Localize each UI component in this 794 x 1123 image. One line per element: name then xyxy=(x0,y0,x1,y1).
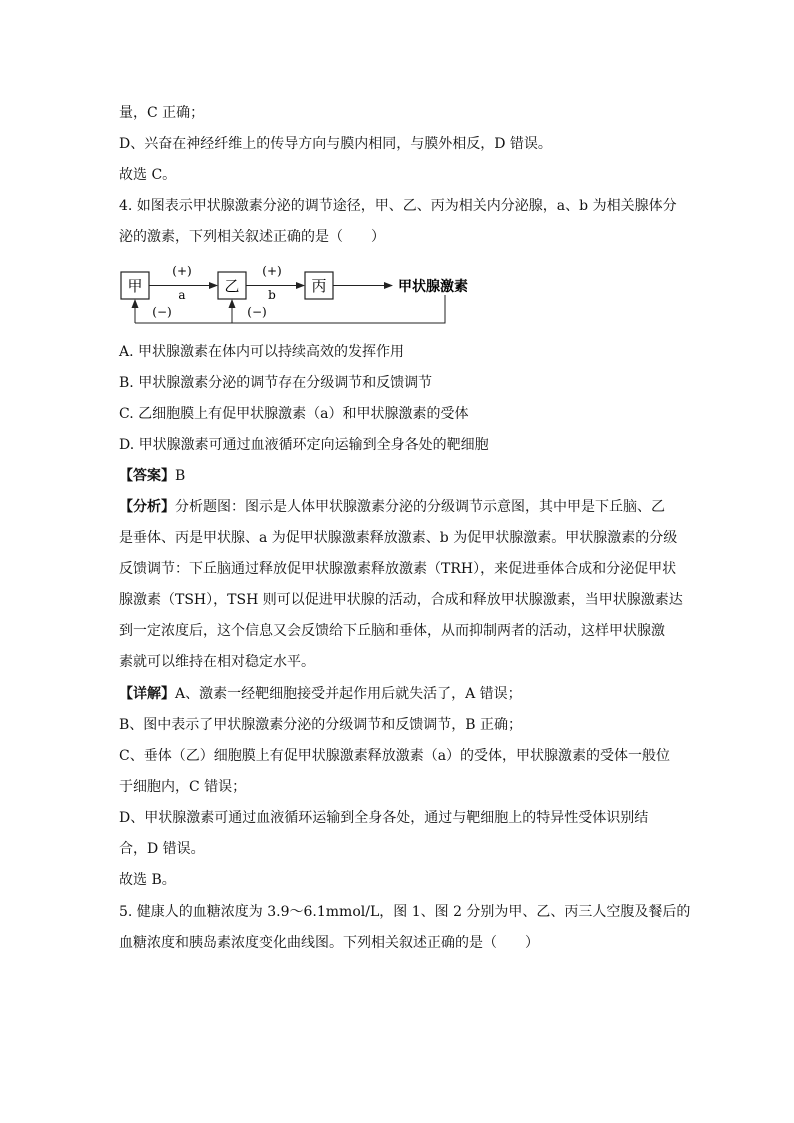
answer-line xyxy=(119,466,185,486)
option-d: D. 甲状腺激素可通过血液循环定向运输到全身各处的靶细胞 xyxy=(119,437,489,453)
analysis-line: 到一定浓度后，这个信息又会反馈给下丘脑和垂体，从而抑制两者的活动，这样甲状腺激 xyxy=(119,623,665,639)
label-minus-2: (−) xyxy=(247,305,267,319)
box-bing-label: 丙 xyxy=(311,277,327,295)
question-4-stem: 4. 如图表示甲状腺激素分泌的调节途径，甲、乙、丙为相关内分泌腺，a、b 为相关腺体分 xyxy=(119,198,677,214)
detail-line: C、垂体（乙）细胞膜上有促甲状腺激素释放激素（a）的受体，甲状腺激素的受体一般位 xyxy=(119,748,671,764)
detail-line: B、图中表示了甲状腺激素分泌的分级调节和反馈调节，B 正确； xyxy=(119,717,523,733)
text-line: 量，C 正确； xyxy=(119,105,205,121)
label-plus-1: (+) xyxy=(172,264,192,278)
detail-line: 故选 B。 xyxy=(119,872,176,888)
detail-line: D、甲状腺激素可通过血液循环运输到全身各处，通过与靶细胞上的特异性受体识别结 xyxy=(119,810,649,826)
thyroid-regulation-diagram xyxy=(116,262,486,328)
analysis-line: 是垂体、丙是甲状腺、a 为促甲状腺激素释放激素、b 为促甲状腺激素。甲状腺激素的分级 xyxy=(119,530,678,546)
analysis-text: 分析题图：图示是人体甲状腺激素分泌的分级调节示意图，其中甲是下丘脑、乙 xyxy=(175,499,665,515)
option-c: C. 乙细胞膜上有促甲状腺激素（a）和甲状腺激素的受体 xyxy=(119,406,469,422)
label-hormone-a: a xyxy=(178,288,186,302)
box-jia-label: 甲 xyxy=(127,277,143,295)
answer-tag: 【答案】 xyxy=(119,468,175,484)
detail-line: 于细胞内，C 错误； xyxy=(119,779,247,795)
detail-line: 合，D 错误。 xyxy=(119,841,205,857)
label-plus-2: (+) xyxy=(262,264,282,278)
analysis-line: 腺激素（TSH），TSH 则可以促进甲状腺的活动，合成和释放甲状腺激素，当甲状腺激素达 xyxy=(119,592,683,608)
label-product: 甲状腺激素 xyxy=(398,279,468,295)
answer-value: B xyxy=(175,468,186,484)
option-b: B. 甲状腺激素分泌的调节存在分级调节和反馈调节 xyxy=(119,375,433,391)
detail-line xyxy=(119,684,522,704)
analysis-line: 反馈调节：下丘脑通过释放促甲状腺激素释放激素（TRH），来促进垂体合成和分泌促甲状 xyxy=(119,561,677,577)
analysis-line: 素就可以维持在相对稳定水平。 xyxy=(119,654,315,670)
text-line: 故选 C。 xyxy=(119,167,177,183)
box-yi-label: 乙 xyxy=(224,277,240,295)
label-minus-1: (−) xyxy=(152,305,172,319)
label-hormone-b: b xyxy=(268,288,276,302)
text-line: D、兴奋在神经纤维上的传导方向与膜内相同，与膜外相反，D 错误。 xyxy=(119,136,552,152)
analysis-line xyxy=(119,497,665,517)
option-a: A. 甲状腺激素在体内可以持续高效的发挥作用 xyxy=(119,344,405,360)
detail-tag: 【详解】 xyxy=(119,686,175,702)
question-5-stem: 5. 健康人的血糖浓度为 3.9～6.1mmol/L，图 1、图 2 分别为甲、乙、丙三人空腹及餐后的 xyxy=(119,904,691,920)
detail-text: A、激素一经靶细胞接受并起作用后就失活了，A 错误； xyxy=(175,686,522,702)
question-4-stem: 泌的激素，下列相关叙述正确的是（ ） xyxy=(119,229,385,245)
question-5-stem: 血糖浓度和胰岛素浓度变化曲线图。下列相关叙述正确的是（ ） xyxy=(119,935,539,951)
analysis-tag: 【分析】 xyxy=(119,499,175,515)
